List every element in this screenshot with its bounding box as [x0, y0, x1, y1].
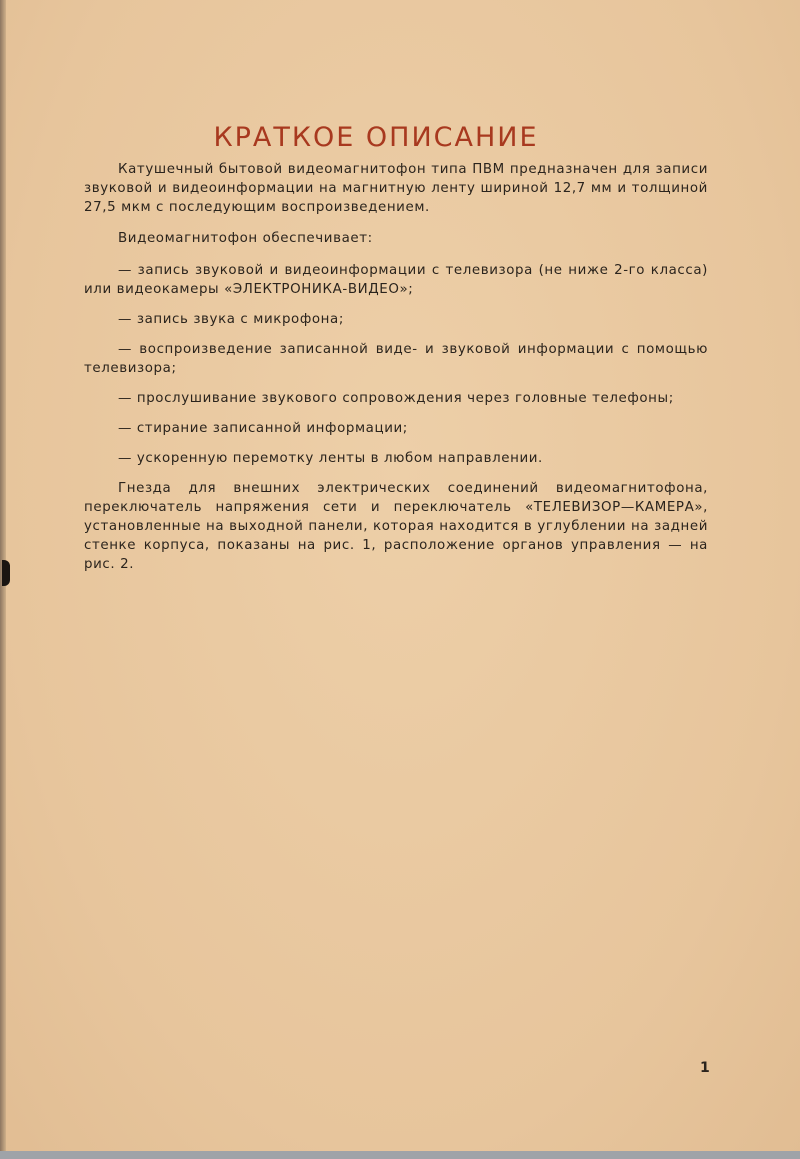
intro-paragraph: Катушечный бытовой видеомагнитофон типа ПВМ предназначен для записи звуковой и видеоинформации на магнитную ленту шириной 12,7 мм и толщиной 27,5 мкм с последующим воспроизведением.	[84, 162, 708, 215]
body-text	[84, 160, 708, 586]
feature-item: — запись звуковой и видеоинформации с телевизора (не ниже 2-го класса) или видеокамеры «ЭЛЕКТРОНИКА-ВИДЕО»;	[84, 263, 708, 297]
feature-item: — запись звука с микрофона;	[118, 312, 344, 327]
feature-item: — прослушивание звукового сопровождения через головные телефоны;	[118, 391, 674, 406]
features-heading: Видеомагнитофон обеспечивает:	[118, 231, 373, 246]
binding-mark	[2, 560, 10, 586]
feature-item: — ускоренную перемотку ленты в любом направлении.	[118, 451, 543, 466]
feature-item: — воспроизведение записанной виде- и звуковой информации с помощью телевизора;	[84, 342, 708, 376]
connections-paragraph: Гнезда для внешних электрических соединений видеомагнитофона, переключатель напряжения сети и переключатель «ТЕЛЕВИЗОР—КАМЕРА», установленные на выходной панели, которая находится в углублении на задней стенке корпуса, показаны на рис. 1, расположение органов управления — на рис. 2.	[84, 481, 708, 572]
page-title: КРАТКОЕ ОПИСАНИЕ	[213, 122, 539, 154]
page-bottom-edge	[0, 1151, 800, 1159]
page-number: 1	[700, 1060, 710, 1076]
feature-item: — стирание записанной информации;	[118, 421, 408, 436]
